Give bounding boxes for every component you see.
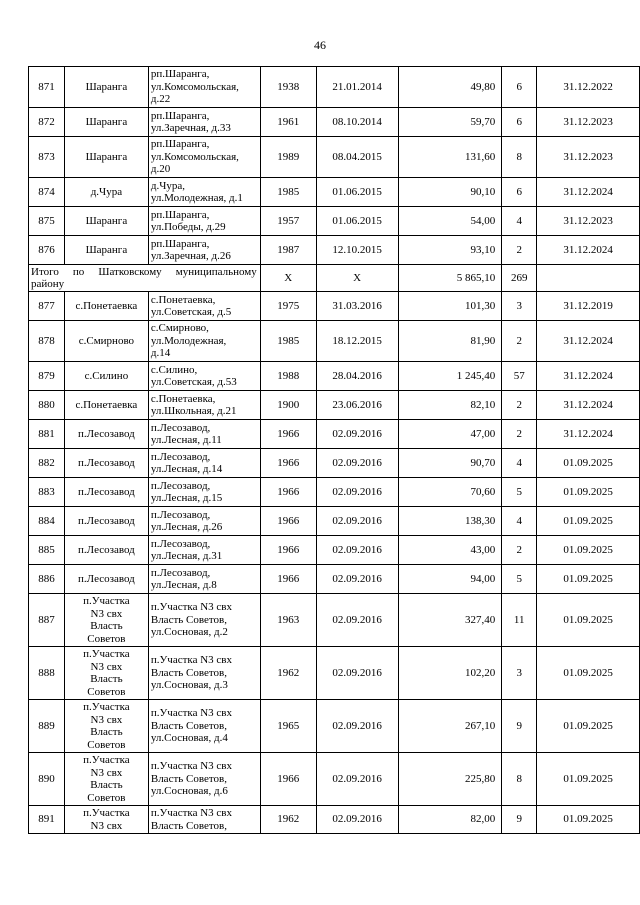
residents-cell: 5 [502,478,537,507]
address-cell-line: Власть Советов, [150,772,227,785]
locality-cell [64,391,148,420]
locality-cell-line: N3 свх [90,660,123,673]
address-cell-line: п.Участка N3 свх [150,707,232,720]
residents-cell: 3 [502,292,537,321]
date-cell: 01.06.2015 [316,207,398,236]
address-cell-line: ул.Сосновая, д.3 [150,679,228,692]
row-number-cell: 877 [29,292,65,321]
row-number-cell: 886 [29,565,65,594]
locality-cell-line: с.Смирново [78,334,135,347]
row-number-cell: 887 [29,594,65,647]
address-cell-line: п.Лесозавод, [150,537,211,550]
address-cell-line: с.Силино, [150,363,198,376]
date-cell: 02.09.2016 [316,753,398,806]
date-cell: 18.12.2015 [316,321,398,362]
year-cell: 1962 [260,806,316,834]
date-cell: 21.01.2014 [316,67,398,108]
year-cell: 1987 [260,236,316,265]
deadline-cell: 01.09.2025 [537,536,640,565]
address-cell-line: ул.Лесная, д.8 [150,579,217,591]
locality-cell [64,207,148,236]
row-number-cell: 878 [29,321,65,362]
address-cell [148,565,260,594]
address-cell [148,67,260,108]
locality-cell-line: с.Понетаевка [75,299,138,312]
address-cell [148,108,260,137]
locality-cell [64,236,148,265]
locality-cell-line: с.Силино [84,369,129,382]
table-row [29,478,640,507]
address-cell [148,806,260,834]
address-cell-line: п.Лесозавод, [150,566,211,579]
locality-cell [64,137,148,178]
deadline-cell: 31.12.2023 [537,108,640,137]
year-cell: 1989 [260,137,316,178]
area-cell: 102,20 [398,647,502,700]
address-cell-line: ул.Советская, д.5 [150,306,232,318]
locality-cell [64,700,148,753]
table-row [29,321,640,362]
row-number-cell: 875 [29,207,65,236]
residents-cell: 3 [502,647,537,700]
year-cell: 1975 [260,292,316,321]
date-cell: 23.06.2016 [316,391,398,420]
locality-cell [64,292,148,321]
address-cell-line: ул.Сосновая, д.2 [150,626,228,639]
address-cell-line: ул.Школьная, д.21 [150,405,237,417]
area-cell: 81,90 [398,321,502,362]
residents-cell: 2 [502,536,537,565]
residents-cell: 5 [502,565,537,594]
area-cell: 90,70 [398,449,502,478]
year-cell: 1966 [260,565,316,594]
address-cell [148,647,260,700]
address-cell-line: ул.Молодежная, [150,334,227,347]
locality-cell [64,108,148,137]
date-cell: 02.09.2016 [316,700,398,753]
address-cell-line: рп.Шаранга, [150,109,210,122]
residents-cell: 6 [502,178,537,207]
deadline-cell: 01.09.2025 [537,647,640,700]
address-cell-line: ул.Комсомольская, [150,150,239,163]
year-cell: 1963 [260,594,316,647]
year-cell: 1961 [260,108,316,137]
area-cell: 90,10 [398,178,502,207]
area-cell: 43,00 [398,536,502,565]
date-cell: 12.10.2015 [316,236,398,265]
row-number-cell: 888 [29,647,65,700]
date-cell: 31.03.2016 [316,292,398,321]
date-cell: 28.04.2016 [316,362,398,391]
address-cell-line: рп.Шаранга, [150,237,210,250]
residents-cell: 4 [502,207,537,236]
residents-cell: 8 [502,753,537,806]
date-cell: 01.06.2015 [316,178,398,207]
locality-cell [64,178,148,207]
area-cell: 93,10 [398,236,502,265]
year-cell: 1962 [260,647,316,700]
address-cell-line: п.Участка N3 свх [150,760,232,773]
deadline-cell: 31.12.2023 [537,207,640,236]
locality-cell-line: п.Участка [83,807,130,819]
date-cell: 02.09.2016 [316,536,398,565]
address-cell-line: ул.Молодежная, д.1 [150,192,243,204]
address-cell [148,137,260,178]
locality-cell [64,647,148,700]
address-cell-line: ул.Заречная, д.33 [150,122,231,134]
address-cell-line: ул.Победы, д.29 [150,221,226,233]
address-cell [148,449,260,478]
date-cell: 02.09.2016 [316,594,398,647]
date-cell: 02.09.2016 [316,420,398,449]
row-number-cell: 874 [29,178,65,207]
address-cell-line: с.Смирново, [150,322,209,335]
table-row [29,700,640,753]
table-row [29,565,640,594]
residents-cell: 2 [502,420,537,449]
table-row [29,207,640,236]
year-cell: 1900 [260,391,316,420]
locality-cell-line: N3 свх [90,819,123,832]
table-row [29,67,640,108]
area-cell: 267,10 [398,700,502,753]
residents-cell: 6 [502,108,537,137]
residents-cell: 57 [502,362,537,391]
address-cell-line: ул.Лесная, д.11 [150,434,222,446]
deadline-cell: 01.09.2025 [537,753,640,806]
area-cell: 47,00 [398,420,502,449]
row-number-cell: 890 [29,753,65,806]
locality-cell [64,753,148,806]
address-cell-line: рп.Шаранга, [150,138,210,151]
area-cell: 82,10 [398,391,502,420]
residents-cell: 9 [502,806,537,834]
address-cell-line: ул.Заречная, д.26 [150,250,231,262]
deadline-cell: 01.09.2025 [537,507,640,536]
address-cell [148,478,260,507]
deadline-cell: 01.09.2025 [537,449,640,478]
area-cell: 138,30 [398,507,502,536]
area-cell: 94,00 [398,565,502,594]
locality-cell [64,507,148,536]
locality-cell-line: Советов [87,738,126,751]
locality-cell-line: Советов [87,632,126,645]
address-cell-line: д.Чура, [150,179,185,192]
deadline-cell: 31.12.2023 [537,137,640,178]
address-cell-line: Власть Советов, [150,819,227,832]
date-cell: 02.09.2016 [316,478,398,507]
year-cell: 1966 [260,420,316,449]
page-number: 46 [314,38,326,52]
year-cell: 1938 [260,67,316,108]
table-row [29,647,640,700]
row-number-cell: 882 [29,449,65,478]
locality-cell-line: п.Лесозавод [78,514,135,527]
address-cell [148,594,260,647]
locality-cell [64,594,148,647]
locality-cell [64,806,148,834]
address-cell-line: ул.Лесная, д.31 [150,550,223,562]
locality-cell-line: п.Лесозавод [78,572,135,585]
address-cell-line: п.Участка N3 свх [150,807,232,819]
area-cell: 131,60 [398,137,502,178]
locality-cell-line: Шаранга [85,243,128,256]
locality-cell-line: п.Лесозавод [78,485,135,498]
locality-cell-line: Шаранга [85,80,128,93]
address-cell-line: ул.Лесная, д.15 [150,492,223,504]
residents-cell: 9 [502,700,537,753]
area-cell: 49,80 [398,67,502,108]
table-row [29,449,640,478]
table-row [29,536,640,565]
table-row [29,236,640,265]
residents-cell: 6 [502,67,537,108]
address-cell-line: ул.Советская, д.53 [150,376,237,388]
row-number-cell: 891 [29,806,65,834]
residents-cell: 2 [502,391,537,420]
deadline-cell: 31.12.2022 [537,67,640,108]
locality-cell-line: Советов [87,685,126,698]
address-cell-line: п.Лесозавод, [150,508,211,521]
deadline-cell: 01.09.2025 [537,565,640,594]
row-number-cell: 883 [29,478,65,507]
locality-cell-line: п.Лесозавод [78,427,135,440]
locality-cell-line: п.Лесозавод [78,456,135,469]
row-number-cell: 873 [29,137,65,178]
row-number-cell: 881 [29,420,65,449]
address-cell-line: рп.Шаранга, [150,208,210,221]
locality-cell-line: Шаранга [85,150,128,163]
locality-cell-line: Власть [90,620,123,632]
table-row [29,362,640,391]
table-row [29,420,640,449]
address-cell-line: рп.Шаранга, [150,68,210,81]
area-cell: 1 245,40 [398,362,502,391]
deadline-cell: 31.12.2019 [537,292,640,321]
address-cell-line: п.Лесозавод, [150,479,211,492]
locality-cell-line: N3 свх [90,713,123,726]
table-row [29,292,640,321]
deadline-cell: 31.12.2024 [537,321,640,362]
deadline-cell: 01.09.2025 [537,594,640,647]
locality-cell-line: п.Участка [83,648,130,660]
address-cell [148,321,260,362]
address-cell-line: п.Участка N3 свх [150,601,232,614]
address-cell-line: п.Лесозавод, [150,421,211,434]
address-cell-line: ул.Лесная, д.14 [150,463,223,475]
locality-cell-line: N3 свх [90,766,123,779]
year-cell: 1988 [260,362,316,391]
address-cell [148,236,260,265]
row-number-cell: 889 [29,700,65,753]
address-cell [148,207,260,236]
deadline-cell: 01.09.2025 [537,806,640,834]
table-row [29,594,640,647]
locality-cell-line: Шаранга [85,115,128,128]
area-cell: 70,60 [398,478,502,507]
residents-cell: 11 [502,594,537,647]
date-cell: 02.09.2016 [316,565,398,594]
year-cell: 1966 [260,449,316,478]
locality-cell-line: N3 свх [90,607,123,620]
year-cell: 1966 [260,753,316,806]
address-cell-line: п.Лесозавод, [150,450,211,463]
table-row [29,507,640,536]
locality-cell-line: Власть [90,779,123,791]
area-cell: 327,40 [398,594,502,647]
address-cell [148,700,260,753]
locality-cell [64,565,148,594]
address-cell-line: с.Понетаевка, [150,293,216,306]
table-row [29,178,640,207]
locality-cell [64,67,148,108]
deadline-cell: 31.12.2024 [537,178,640,207]
table-row [29,137,640,178]
row-number-cell: 876 [29,236,65,265]
year-cell: 1966 [260,507,316,536]
address-cell-line: с.Понетаевка, [150,392,216,405]
housing-registry-table [28,66,640,834]
year-cell: 1957 [260,207,316,236]
table-body [29,67,640,834]
table-row [29,753,640,806]
address-cell [148,362,260,391]
locality-cell [64,449,148,478]
address-cell-line: д.20 [150,163,171,176]
address-cell [148,753,260,806]
address-cell [148,420,260,449]
area-cell: 59,70 [398,108,502,137]
address-cell [148,178,260,207]
year-cell: 1966 [260,478,316,507]
deadline-cell: 31.12.2024 [537,236,640,265]
row-number-cell: 885 [29,536,65,565]
locality-cell-line: Власть [90,673,123,685]
date-cell: X [316,265,398,292]
date-cell: 02.09.2016 [316,647,398,700]
locality-cell-line: д.Чура [90,185,123,198]
total-row [29,265,640,292]
address-cell-line: ул.Лесная, д.26 [150,521,223,533]
residents-cell: 4 [502,507,537,536]
address-cell-line: ул.Сосновая, д.4 [150,732,228,745]
deadline-cell: 31.12.2024 [537,362,640,391]
address-cell-line: д.14 [150,347,171,360]
address-cell [148,536,260,565]
address-cell-line: Власть Советов, [150,719,227,732]
residents-cell: 2 [502,321,537,362]
locality-cell [64,321,148,362]
locality-cell-line: п.Лесозавод [78,543,135,556]
address-cell-line: Власть Советов, [150,666,227,679]
date-cell: 08.10.2014 [316,108,398,137]
locality-cell [64,420,148,449]
address-cell-line: Власть Советов, [150,613,227,626]
row-number-cell: 880 [29,391,65,420]
year-cell: 1985 [260,321,316,362]
locality-cell-line: п.Участка [83,595,130,607]
total-label-cell: Итого по Шатковскому муниципальному району [29,265,261,292]
year-cell: 1965 [260,700,316,753]
table-row [29,108,640,137]
residents-cell: 4 [502,449,537,478]
deadline-cell: 01.09.2025 [537,478,640,507]
area-cell: 225,80 [398,753,502,806]
date-cell: 02.09.2016 [316,806,398,834]
locality-cell-line: п.Участка [83,701,130,713]
address-cell-line: ул.Сосновая, д.6 [150,785,228,798]
locality-cell-line: Власть [90,726,123,738]
row-number-cell: 871 [29,67,65,108]
date-cell: 02.09.2016 [316,449,398,478]
deadline-cell: 31.12.2024 [537,391,640,420]
locality-cell-line: п.Участка [83,754,130,766]
table-row [29,806,640,834]
table-row [29,391,640,420]
year-cell: 1985 [260,178,316,207]
address-cell-line: д.22 [150,93,171,106]
address-cell [148,292,260,321]
address-cell-line: ул.Комсомольская, [150,80,239,93]
date-cell: 02.09.2016 [316,507,398,536]
locality-cell-line: Советов [87,791,126,804]
locality-cell [64,536,148,565]
area-cell: 54,00 [398,207,502,236]
deadline-cell [537,265,640,292]
year-cell: 1966 [260,536,316,565]
locality-cell-line: Шаранга [85,214,128,227]
address-cell [148,507,260,536]
residents-cell: 269 [502,265,537,292]
row-number-cell: 879 [29,362,65,391]
residents-cell: 8 [502,137,537,178]
area-cell: 5 865,10 [398,265,502,292]
locality-cell [64,478,148,507]
locality-cell-line: с.Понетаевка [75,398,138,411]
area-cell: 101,30 [398,292,502,321]
deadline-cell: 01.09.2025 [537,700,640,753]
date-cell: 08.04.2015 [316,137,398,178]
row-number-cell: 884 [29,507,65,536]
area-cell: 82,00 [398,806,502,834]
address-cell-line: п.Участка N3 свх [150,654,232,667]
year-cell: X [260,265,316,292]
locality-cell [64,362,148,391]
row-number-cell: 872 [29,108,65,137]
residents-cell: 2 [502,236,537,265]
deadline-cell: 31.12.2024 [537,420,640,449]
address-cell [148,391,260,420]
